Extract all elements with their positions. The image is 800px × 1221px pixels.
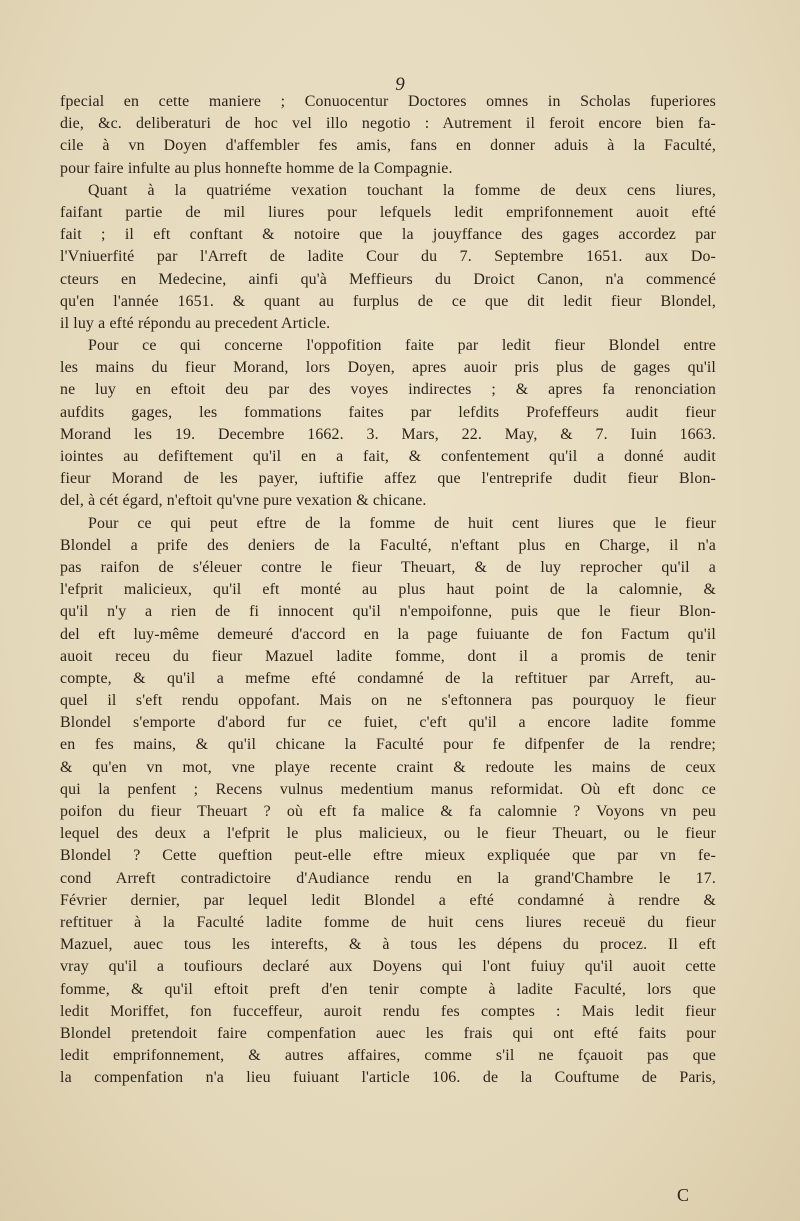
text-line: ne luy en eftoit deu par des voyes indirectes ; & apres fa renonciation — [60, 381, 716, 399]
text-line: l'Vniuerfité par l'Arreft de ladite Cour du 7. Septembre 1651. aux Do- — [60, 248, 716, 266]
text-line: Pour ce qui concerne l'oppofition faite par ledit fieur Blondel entre — [88, 337, 716, 355]
text-line: fpecial en cette maniere ; Conuocentur Doctores omnes in Scholas fuperiores — [60, 93, 716, 110]
text-line: en fes mains, & qu'il chicane la Faculté pour fe difpenfer de la rendre; — [60, 736, 716, 754]
text-line: cteurs en Medecine, ainfi qu'à Meffieurs du Droict Canon, n'a commencé — [60, 270, 716, 288]
text-line: pour faire infulte au plus honnefte homme de la Compagnie. — [60, 159, 453, 177]
text-line: Mazuel, auec tous les interefts, & à tous les dépens du procez. Il eft — [60, 936, 716, 954]
text-line: pas raifon de s'éleuer contre le fieur Theuart, & de luy reprocher qu'il a — [60, 558, 716, 576]
text-line: del eft luy-même demeuré d'accord en la page fuiuante de fon Factum qu'il — [60, 625, 716, 643]
text-line: Quant à la quatriéme vexation touchant la fomme de deux cens liures, — [88, 181, 716, 199]
text-line: fomme, & qu'il eftoit preft d'en tenir compte à ladite Faculté, lors que — [60, 980, 716, 998]
text-line: poifon du fieur Theuart ? où eft fa malice & fa calomnie ? Voyons vn peu — [60, 803, 716, 820]
text-line: Blondel a prife des deniers de la Faculté, n'eftant plus en Charge, il n'a — [60, 536, 716, 554]
text-line: fieur Morand de les payer, iuftifie affez que l'entreprife dudit fieur Blon- — [60, 470, 716, 488]
page-number: 9 — [395, 74, 405, 95]
text-line: vray qu'il a toufiours declaré aux Doyens qui l'ont fuiuy qu'il auoit cette — [60, 958, 716, 976]
text-line: aufdits gages, les fommations faites par lefdits Profeffeurs audit fieur — [60, 403, 716, 421]
text-line: die, &c. deliberaturi de hoc vel illo negotio : Autrement il feroit encore bien fa- — [60, 115, 716, 133]
text-line: cond Arreft contradictoire d'Audiance rendu en la grand'Chambre le 17. — [60, 869, 716, 887]
text-line: qu'il n'y a rien de fi innocent qu'il n'empoifonne, puis que le fieur Blon- — [60, 603, 716, 621]
text-line: quel il s'eft rendu oppofant. Mais on ne s'eftonnera pas pourquoy le fieur — [60, 692, 716, 710]
text-line: qui la penfent ; Recens vulnus medentium manus reformidat. Où eft donc ce — [60, 780, 716, 798]
text-line: les mains du fieur Morand, lors Doyen, apres auoir pris plus de gages qu'il — [60, 359, 716, 377]
text-line: Blondel s'emporte d'abord fur ce fuiet, c'eft qu'il a encore ladite fomme — [60, 714, 716, 732]
text-line: lequel des deux a l'efprit le plus malicieux, ou le fieur Theuart, ou le fieur — [60, 825, 716, 843]
text-line: il luy a efté répondu au precedent Article. — [60, 314, 331, 332]
text-line: cile à vn Doyen d'affembler fes amis, fans en donner aduis à la Faculté, — [60, 137, 716, 155]
text-line: Blondel pretendoit faire compenfation auec les frais qui ont efté faits pour — [60, 1024, 716, 1042]
text-line: faifant partie de mil liures pour lefquels ledit emprifonnement auoit efté — [60, 203, 716, 221]
text-line: ledit emprifonnement, & autres affaires, comme s'il ne fçauoit pas que — [60, 1047, 716, 1065]
text-line: fait ; il eft conftant & notoire que la jouyffance des gages accordez par — [60, 226, 716, 244]
text-line: Février dernier, par lequel ledit Blondel a efté condamné à rendre & — [60, 891, 716, 909]
text-line: auoit receu du fieur Mazuel ladite fomme, dont il a promis de tenir — [60, 647, 716, 665]
text-line: Pour ce qui peut eftre de la fomme de huit cent liures que le fieur — [88, 514, 716, 532]
text-line: compte, & qu'il a mefme efté condamné de la reftituer par Arreft, au- — [60, 669, 716, 687]
text-line: la compenfation n'a lieu fuiuant l'article 106. de la Couftume de Paris, — [60, 1069, 716, 1087]
text-line: ledit Moriffet, fon fucceffeur, auroit rendu fes comptes : Mais ledit fieur — [60, 1002, 716, 1020]
text-line: & qu'en vn mot, vne playe recente craint & redoute les mains de ceux — [60, 758, 716, 776]
text-line: Blondel ? Cette queftion peut-elle eftre mieux expliquée que par vn fe- — [60, 847, 716, 865]
signature-mark: C — [677, 1185, 690, 1205]
text-line: reftituer à la Faculté ladite fomme de huit cens liures receuë du fieur — [60, 913, 716, 931]
text-line: iointes au defiftement qu'il en a fait, & confentement qu'il a donné audit — [60, 448, 716, 465]
body-text — [60, 91, 716, 1089]
text-line: l'efprit malicieux, qu'il eft monté au plus haut point de la calomnie, & — [60, 581, 716, 599]
text-line: qu'en l'année 1651. & quant au furplus de ce que dit ledit fieur Blondel, — [60, 292, 716, 310]
text-line: Morand les 19. Decembre 1662. 3. Mars, 22. May, & 7. Iuin 1663. — [60, 425, 716, 443]
text-line: del, à cét égard, n'eftoit qu'vne pure vexation & chicane. — [60, 492, 427, 510]
